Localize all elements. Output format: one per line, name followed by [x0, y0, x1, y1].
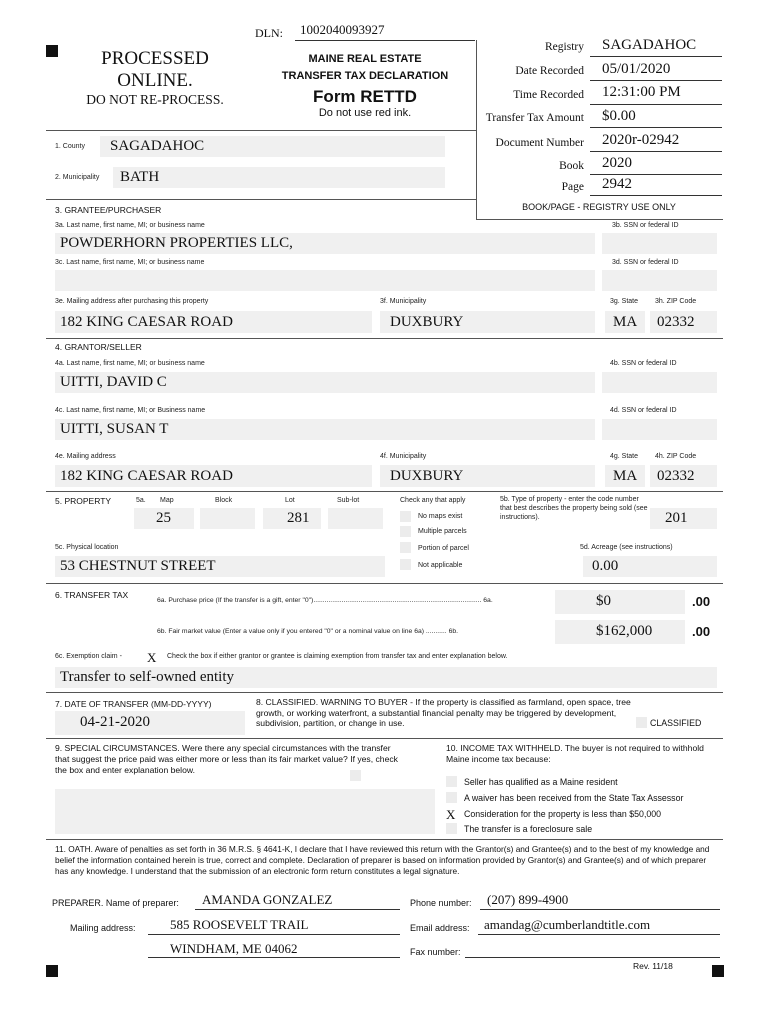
dln-underline — [295, 40, 475, 41]
mailing-address-line2: WINDHAM, ME 04062 — [170, 941, 298, 956]
purchase-price-cents: .00 — [692, 594, 711, 609]
dln-value: 1002040093927 — [300, 22, 385, 37]
document-number-line — [590, 151, 722, 152]
time-recorded-line — [590, 104, 722, 105]
property-map-prefix: 5a. — [136, 497, 146, 504]
registration-mark-bottom-right — [712, 965, 724, 977]
exemption-value: Transfer to self-owned entity — [60, 669, 234, 685]
classified-checkbox[interactable] — [636, 717, 647, 728]
registry-value: SAGADAHOC — [602, 37, 697, 53]
grantor-name2-value: UITTI, SUSAN T — [60, 421, 169, 437]
email-line — [478, 934, 720, 935]
property-block-label: Block — [215, 497, 233, 504]
preparer-name-value: AMANDA GONZALEZ — [202, 892, 333, 907]
grantor-zip-label: 4h. ZIP Code — [655, 453, 697, 460]
stamp-line3: DO NOT RE-PROCESS. — [86, 92, 224, 107]
form-title-2: TRANSFER TAX DECLARATION — [281, 70, 449, 82]
grantee-ssn2-field[interactable] — [602, 270, 717, 291]
municipality-label: 2. Municipality — [55, 174, 100, 181]
section-3-top-line-right — [476, 219, 723, 220]
section-6-top-line — [46, 583, 723, 584]
no-maps-label: No maps exist — [418, 513, 463, 520]
registry-label: Registry — [545, 41, 584, 53]
grantor-municipality-value: DUXBURY — [390, 468, 464, 484]
income-tax-option-1-checkbox[interactable] — [446, 776, 457, 787]
portion-parcel-checkbox[interactable] — [400, 542, 411, 553]
time-recorded-value: 12:31:00 PM — [602, 84, 681, 100]
transfer-tax-amount-line — [590, 127, 722, 128]
grantee-municipality-label: 3f. Municipality — [380, 298, 427, 305]
exemption-text: Check the box if either grantor or grantee is claiming exemption from transfer tax and enter explanation below. — [167, 653, 508, 660]
grantor-ssn1-field[interactable] — [602, 372, 717, 393]
grantee-address-value: 182 KING CAESAR ROAD — [60, 314, 233, 330]
purchase-price-label: 6a. Purchase price (If the transfer is a gift, enter "0")......................................................................................... 6a. — [157, 597, 493, 604]
property-location-value: 53 CHESTNUT STREET — [60, 558, 216, 574]
property-lot-label: Lot — [285, 497, 295, 504]
registration-mark-bottom-left — [46, 965, 58, 977]
registry-footer: BOOK/PAGE - REGISTRY USE ONLY — [522, 202, 676, 212]
special-circumstances-field[interactable] — [55, 789, 435, 834]
county-label: 1. County — [55, 143, 85, 150]
page-value: 2942 — [602, 176, 632, 192]
grantor-municipality-label: 4f. Municipality — [380, 453, 427, 460]
email-value: amandag@cumberlandtitle.com — [484, 917, 651, 932]
document-number-value: 2020r-02942 — [602, 132, 680, 148]
grantee-ssn1-field[interactable] — [602, 233, 717, 254]
classified-text: 8. CLASSIFIED. WARNING TO BUYER - If the property is classified as farmland, open space, tree growth, or working waterfront, a substantial financial penalty may be triggered by development, subdivision, partition, or change in use. — [256, 697, 631, 728]
registry-line — [590, 56, 722, 57]
grantee-ssn2-label: 3d. SSN or federal ID — [612, 259, 679, 266]
not-applicable-label: Not applicable — [418, 562, 463, 569]
grantor-name1-label: 4a. Last name, first name, MI; or business name — [55, 360, 205, 367]
email-label: Email address: — [410, 923, 470, 933]
transfer-tax-section-label: 6. TRANSFER TAX — [55, 590, 129, 600]
grantee-section-label: 3. GRANTEE/PURCHASER — [55, 205, 162, 215]
section-11-top-line — [46, 839, 723, 840]
date-recorded-label: Date Recorded — [515, 65, 584, 77]
date-recorded-value: 05/01/2020 — [602, 61, 671, 77]
grantor-address-label: 4e. Mailing address — [55, 453, 116, 460]
purchase-price-value: $0 — [596, 593, 611, 609]
fax-line — [465, 957, 720, 958]
property-check-label: Check any that apply — [400, 497, 466, 504]
grantor-ssn2-field[interactable] — [602, 419, 717, 440]
fmv-value: $162,000 — [596, 623, 653, 639]
phone-value: (207) 899-4900 — [487, 892, 569, 907]
classified-box-label: CLASSIFIED — [650, 718, 702, 728]
grantee-ssn1-label: 3b. SSN or federal ID — [612, 222, 679, 229]
mailing-address-line1: 585 ROOSEVELT TRAIL — [170, 917, 309, 932]
mailing-address-line1-rule — [148, 934, 400, 935]
book-label: Book — [559, 160, 584, 172]
phone-line — [480, 909, 720, 910]
not-applicable-checkbox[interactable] — [400, 559, 411, 570]
oath-text: 11. OATH. Aware of penalties as set forth in 36 M.R.S. § 4641-K, I declare that I have reviewed this return with the Grantor(s) and Grantee(s) and to the best of my knowledge and belief the information contained herein is true, correct and complete. Declaration of preparer is based on information provided by Grantor(s) and Grantee(s) and of which preparer has any knowledge. I understand that the submission of an electronic form return constitutes a legal signature. — [55, 844, 710, 876]
document-number-label: Document Number — [495, 137, 584, 149]
section-5-top-line — [46, 491, 723, 492]
income-tax-option-3-label: Consideration for the property is less than $50,000 — [464, 809, 662, 819]
preparer-name-label: PREPARER. Name of preparer: — [52, 898, 179, 908]
property-location-label: 5c. Physical location — [55, 544, 119, 551]
stamp-line2: ONLINE. — [117, 70, 193, 91]
transfer-date-label: 7. DATE OF TRANSFER (MM-DD-YYYY) — [55, 699, 212, 709]
time-recorded-label: Time Recorded — [513, 89, 584, 101]
grantor-state-label: 4g. State — [610, 453, 639, 460]
property-sublot-label: Sub-lot — [337, 497, 360, 504]
income-tax-option-2-checkbox[interactable] — [446, 792, 457, 803]
header-separator — [46, 130, 477, 131]
transfer-tax-amount-value: $0.00 — [602, 108, 636, 124]
section-4-top-line — [46, 338, 723, 339]
income-tax-option-4-checkbox[interactable] — [446, 823, 457, 834]
special-circumstances-text: 9. SPECIAL CIRCUMSTANCES. Were there any special circumstances with the transfer that suggest the price paid was either more or less than its fair market value? If yes, check the box and enter explanation below. — [55, 743, 398, 775]
fax-label: Fax number: — [410, 947, 461, 957]
income-tax-option-1-label: Seller has qualified as a Maine resident — [464, 777, 618, 787]
income-tax-option-2-label: A waiver has been received from the State Tax Assessor — [464, 793, 684, 803]
mailing-address-label: Mailing address: — [70, 923, 136, 933]
page-line — [590, 195, 722, 196]
transfer-tax-amount-label: Transfer Tax Amount — [485, 112, 584, 124]
grantee-name1-label: 3a. Last name, first name, MI; or business name — [55, 222, 205, 229]
grantee-municipality-value: DUXBURY — [390, 314, 464, 330]
grantor-ssn1-label: 4b. SSN or federal ID — [610, 360, 677, 367]
income-tax-option-3-checkbox[interactable]: X — [446, 807, 456, 822]
grantor-name2-label: 4c. Last name, first name, MI; or Business name — [55, 407, 206, 414]
grantor-ssn2-label: 4d. SSN or federal ID — [610, 407, 677, 414]
income-tax-text: 10. INCOME TAX WITHHELD. The buyer is not required to withhold Maine income tax because: — [446, 743, 704, 764]
phone-label: Phone number: — [410, 898, 472, 908]
grantor-state-value: MA — [613, 468, 638, 484]
registration-mark-top-left — [46, 45, 58, 57]
multiple-parcels-label: Multiple parcels — [418, 528, 467, 535]
county-value: SAGADAHOC — [110, 138, 205, 154]
grantee-address-label: 3e. Mailing address after purchasing this property — [55, 298, 209, 305]
revision-label: Rev. 11/18 — [633, 961, 673, 971]
mailing-address-line2-rule — [148, 957, 400, 958]
fmv-cents: .00 — [692, 624, 711, 639]
grantee-zip-label: 3h. ZIP Code — [655, 298, 697, 305]
fmv-label: 6b. Fair market value (Enter a value only if you entered "0" or a nominal value on line 6a) ........... 6b. — [157, 628, 459, 635]
property-lot-value: 281 — [287, 510, 310, 526]
grantee-name1-value: POWDERHORN PROPERTIES LLC, — [60, 235, 293, 251]
stamp-line1: PROCESSED — [101, 48, 209, 69]
grantee-state-value: MA — [613, 314, 638, 330]
grantee-state-label: 3g. State — [610, 298, 639, 305]
property-sublot-field[interactable] — [328, 508, 383, 529]
form-note: Do not use red ink. — [318, 107, 412, 119]
income-tax-option-4-label: The transfer is a foreclosure sale — [464, 824, 593, 834]
grantor-address-value: 182 KING CAESAR ROAD — [60, 468, 233, 484]
special-circumstances-checkbox[interactable] — [350, 770, 361, 781]
municipality-field[interactable] — [113, 167, 445, 188]
page-label: Page — [561, 181, 584, 193]
grantee-name2-label: 3c. Last name, first name, MI; or business name — [55, 259, 205, 266]
no-maps-checkbox[interactable] — [400, 511, 411, 522]
property-map-value: 25 — [156, 510, 171, 526]
property-acreage-value: 0.00 — [592, 558, 619, 574]
exemption-checkbox[interactable]: X — [147, 650, 157, 665]
property-block-field[interactable] — [200, 508, 255, 529]
multiple-parcels-checkbox[interactable] — [400, 526, 411, 537]
date-recorded-line — [590, 80, 722, 81]
book-value: 2020 — [602, 155, 632, 171]
portion-parcel-label: Portion of parcel — [418, 545, 469, 552]
section-3-top-line — [46, 199, 477, 200]
grantee-zip-value: 02332 — [657, 314, 695, 330]
form-name: Form RETTD — [313, 87, 417, 106]
municipality-value: BATH — [120, 169, 160, 185]
exemption-label: 6c. Exemption claim - — [55, 653, 122, 660]
section-7-top-line — [46, 692, 723, 693]
grantee-name2-field[interactable] — [55, 270, 595, 291]
transfer-date-value: 04-21-2020 — [80, 714, 150, 730]
property-section-label: 5. PROPERTY — [55, 496, 112, 506]
property-type-label: 5b. Type of property - enter the code number that best describes the property being sold (see instructions). — [500, 496, 648, 521]
grantor-section-label: 4. GRANTOR/SELLER — [55, 342, 142, 352]
dln-label: DLN: — [255, 26, 283, 40]
form-title-1: MAINE REAL ESTATE — [308, 53, 422, 65]
section-9-top-line — [46, 738, 723, 739]
property-type-value: 201 — [665, 510, 688, 526]
purchase-price-field[interactable] — [555, 590, 685, 614]
grantor-name1-value: UITTI, DAVID C — [60, 374, 167, 390]
property-acreage-label: 5d. Acreage (see instructions) — [580, 544, 673, 551]
property-map-label: Map — [160, 497, 174, 504]
book-line — [590, 174, 722, 175]
preparer-name-line — [195, 909, 400, 910]
grantor-zip-value: 02332 — [657, 468, 695, 484]
